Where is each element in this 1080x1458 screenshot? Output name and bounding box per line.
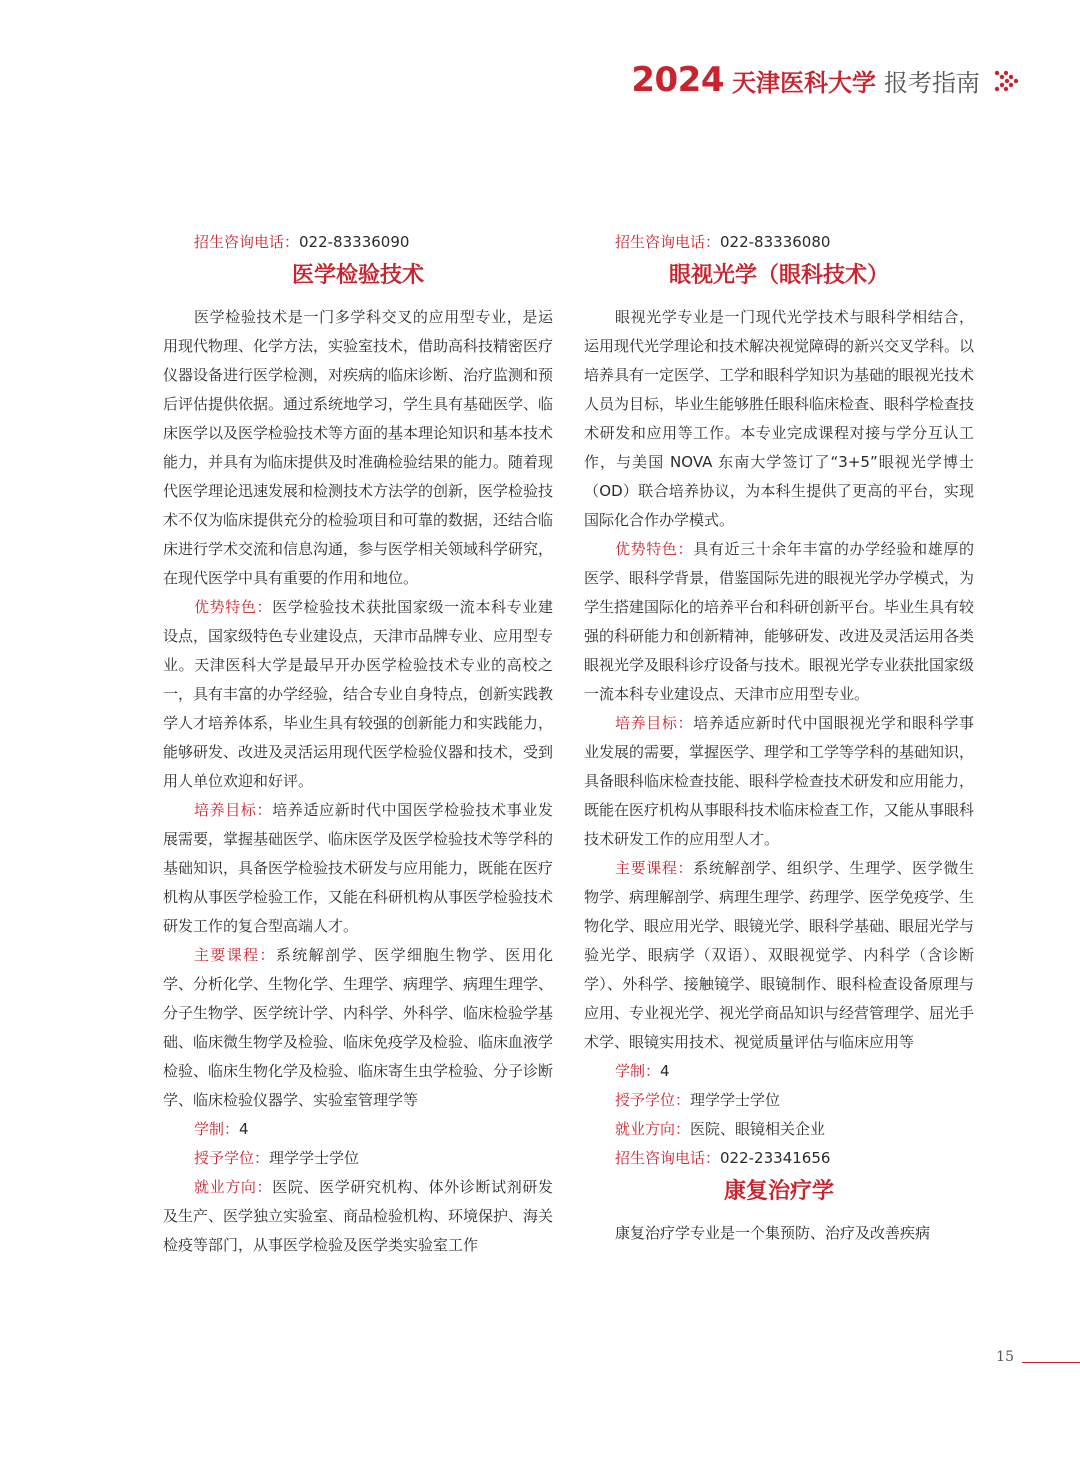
phone-value-2: 022-23341656	[720, 1149, 831, 1167]
header-year: 2024	[631, 60, 724, 100]
career-label: 就业方向：	[615, 1120, 691, 1138]
degree-label: 授予学位：	[194, 1149, 270, 1167]
career-text: 医院、眼镜相关企业	[690, 1120, 826, 1138]
degree-line	[584, 1086, 974, 1115]
major-title: 医学检验技术	[291, 263, 424, 288]
major-intro: 眼视光学专业是一门现代光学技术与眼科学相结合，运用现代光学理论和技术解决视觉障碍的新兴交叉学科。以培养具有一定医学、工学和眼科学知识为基础的眼视光技术人员为目标，毕业生能够胜任眼科临床检查、眼科学检查技术研发和应用等工作。本专业完成课程对接与学分互认工作，与美国 NOVA 东南大学签订了“3+5”眼视光学博士（OD）联合培养协议，为本科生提供了更高的平台，实现国际化合作办学模式。	[584, 308, 975, 529]
major-title: 眼视光学（眼科技术）	[668, 263, 889, 288]
duration-label: 学制：	[194, 1120, 240, 1138]
phone-line	[584, 228, 974, 257]
chevron-arrows-icon	[994, 70, 1020, 92]
features-text: 医学检验技术获批国家级一流本科专业建设点，国家级特色专业建设点，天津市品牌专业、应用型专业。天津医科大学是最早开办医学检验技术专业的高校之一，具有丰富的办学经验，结合专业自身特点，创新实践教学人才培养体系，毕业生具有较强的创新能力和实践能力，能够研发、改进及灵活运用现代医学检验仪器和技术，受到用人单位欢迎和好评。	[163, 598, 554, 790]
header-university: 天津医科大学	[732, 68, 876, 97]
major-title-2: 康复治疗学	[723, 1179, 834, 1204]
header-guide: 报考指南	[884, 68, 980, 97]
degree-line	[163, 1144, 553, 1173]
career-text: 医院、医学研究机构、体外诊断试剂研发及生产、医学独立实验室、商品检验机构、环境保护、海关检疫等部门，从事医学检验及医学类实验室工作	[163, 1178, 554, 1254]
features-text: 具有近三十余年丰富的办学经验和雄厚的医学、眼科学背景，借鉴国际先进的眼视光学办学模式，为学生搭建国际化的培养平台和科研创新平台。毕业生具有较强的科研能力和创新精神，能够研发、改进及灵活运用各类眼视光学及眼科诊疗设备与技术。眼视光学专业获批国家级一流本科专业建设点、天津市应用型专业。	[584, 540, 975, 703]
degree-value: 理学学士学位	[269, 1149, 360, 1167]
career-line	[584, 1115, 974, 1144]
duration-line	[163, 1115, 553, 1144]
goal-text: 培养适应新时代中国医学检验技术事业发展需要，掌握基础医学、临床医学及医学检验技术等学科的基础知识，具备医学检验技术研发与应用能力，既能在医疗机构从事医学检验工作，又能在科研机构从事医学检验技术研发工作的复合型高端人才。	[163, 801, 554, 935]
goal-label: 培养目标：	[615, 714, 694, 732]
courses-label: 主要课程：	[194, 946, 276, 964]
duration-line	[584, 1057, 974, 1086]
courses-text: 系统解剖学、组织学、生理学、医学微生物学、病理解剖学、病理生理学、药理学、医学免疫学、生物化学、眼应用光学、眼镜光学、眼科学基础、眼屈光学与验光学、眼病学（双语）、双眼视觉学、内科学（含诊断学）、外科学、接触镜学、眼镜制作、眼科检查设备原理与应用、专业视光学、视光学商品知识与经营管理学、屈光手术学、眼镜实用技术、视觉质量评估与临床应用等	[584, 859, 975, 1051]
features-paragraph	[584, 535, 974, 709]
goal-paragraph	[163, 796, 553, 941]
features-label: 优势特色：	[194, 598, 273, 616]
duration-value: 4	[239, 1120, 249, 1138]
courses-label: 主要课程：	[615, 859, 694, 877]
features-paragraph	[163, 593, 553, 796]
page-header	[631, 60, 980, 100]
courses-paragraph	[584, 854, 974, 1057]
left-column	[163, 228, 553, 1260]
courses-text: 系统解剖学、医学细胞生物学、医用化学、分析化学、生物化学、生理学、病理学、病理生理学、分子生物学、医学统计学、内科学、外科学、临床检验学基础、临床微生物学及检验、临床免疫学及检验、临床血液学检验、临床生物化学及检验、临床寄生虫学检验、分子诊断学、临床检验仪器学、实验室管理学等	[163, 946, 554, 1109]
courses-paragraph	[163, 941, 553, 1115]
right-column	[584, 228, 974, 1248]
duration-label: 学制：	[615, 1062, 661, 1080]
phone-label: 招生咨询电话：	[194, 233, 300, 251]
phone-value: 022-83336090	[299, 233, 410, 251]
page-number: 15	[996, 1349, 1014, 1365]
phone-label-2: 招生咨询电话：	[615, 1149, 721, 1167]
major-intro: 医学检验技术是一门多学科交叉的应用型专业，是运用现代物理、化学方法，实验室技术，借助高科技精密医疗仪器设备进行医学检测，对疾病的临床诊断、治疗监测和预后评估提供依据。通过系统地学习，学生具有基础医学、临床医学以及医学检验技术等方面的基本理论知识和基本技术能力，并具有为临床提供及时准确检验结果的能力。随着现代医学理论迅速发展和检测技术方法学的创新，医学检验技术不仅为临床提供充分的检验项目和可靠的数据，还结合临床进行学术交流和信息沟通，参与医学相关领域科学研究，在现代医学中具有重要的作用和地位。	[163, 308, 554, 587]
degree-label: 授予学位：	[615, 1091, 691, 1109]
phone-label: 招生咨询电话：	[615, 233, 721, 251]
career-label: 就业方向：	[194, 1178, 273, 1196]
goal-text: 培养适应新时代中国眼视光学和眼科学事业发展的需要，掌握医学、理学和工学等学科的基础知识，具备眼科临床检查技能、眼科学检查技术研发和应用能力，既能在医疗机构从事眼科技术临床检查工作，又能从事眼科技术研发工作的应用型人才。	[584, 714, 975, 848]
goal-paragraph	[584, 709, 974, 854]
major-intro-2: 康复治疗学专业是一个集预防、治疗及改善疾病	[615, 1224, 931, 1242]
features-label: 优势特色：	[615, 540, 694, 558]
degree-value: 理学学士学位	[690, 1091, 781, 1109]
phone-line	[163, 228, 553, 257]
footer-divider	[1022, 1362, 1080, 1363]
goal-label: 培养目标：	[194, 801, 273, 819]
duration-value: 4	[660, 1062, 670, 1080]
phone-value: 022-83336080	[720, 233, 831, 251]
career-paragraph	[163, 1173, 553, 1260]
phone-line-2	[584, 1144, 974, 1173]
